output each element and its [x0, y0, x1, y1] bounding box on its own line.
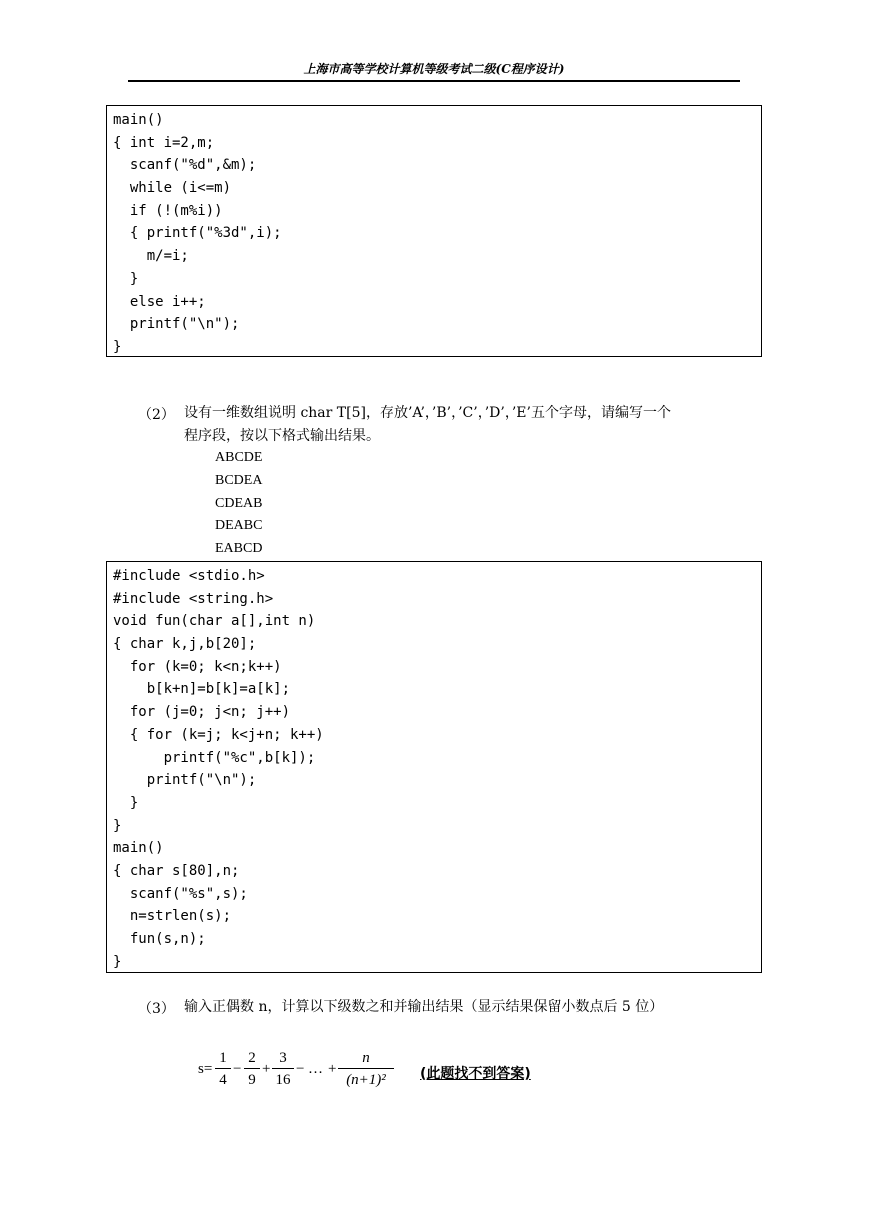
formula-fraction	[244, 1048, 260, 1089]
code-line: { char s[80],n;	[113, 862, 240, 879]
code-line: printf("%c",b[k]);	[113, 749, 316, 766]
code-line: scanf("%s",s);	[113, 885, 248, 902]
code-line: printf("\n");	[113, 316, 240, 333]
code-line: m/=i;	[113, 248, 189, 265]
formula-fraction	[215, 1048, 231, 1089]
question-2-number: （2）	[138, 407, 175, 423]
code-line: if (!(m%i))	[113, 202, 223, 219]
page-header-title: 上海市高等学校计算机等级考试二级(C程序设计)	[303, 62, 565, 76]
code-line: }	[113, 338, 122, 355]
fraction-numerator: 3	[279, 1050, 287, 1066]
output-line: CDEAB	[215, 496, 263, 511]
code-block-2	[106, 561, 762, 973]
fraction-denominator: 16	[275, 1072, 291, 1088]
question-2-text-line1: 设有一维数组说明 char T[5]，存放’A’，’B’，’C’，’D’，’E’五个字母，请编写一个	[184, 405, 671, 421]
formula-lhs: s=	[198, 1061, 213, 1077]
formula-fraction	[338, 1048, 394, 1089]
code-line: #include <string.h>	[113, 590, 274, 607]
code-line: n=strlen(s);	[113, 908, 232, 925]
code-line: { printf("%3d",i);	[113, 225, 282, 242]
code-line: #include <stdio.h>	[113, 568, 265, 584]
formula-ellipsis: …	[308, 1061, 323, 1077]
code-line: while (i<=m)	[113, 180, 232, 197]
code-line: main()	[113, 112, 164, 128]
code-line: b[k+n]=b[k]=a[k];	[113, 681, 291, 698]
question-3-text: 输入正偶数 n，计算以下级数之和并输出结果（显示结果保留小数点后 5 位）	[184, 999, 664, 1015]
code-line: }	[113, 953, 122, 970]
fraction-denominator: 4	[219, 1072, 227, 1088]
code-line: printf("\n");	[113, 772, 257, 789]
formula-operator: +	[328, 1061, 337, 1077]
answer-note: (此题找不到答案)	[420, 1066, 531, 1082]
output-line: BCDEA	[215, 473, 263, 488]
output-line: EABCD	[215, 541, 263, 556]
formula-operator: +	[262, 1061, 271, 1077]
formula-fraction	[272, 1048, 294, 1089]
code-line: void fun(char a[],int n)	[113, 613, 316, 630]
formula-operator: −	[233, 1061, 242, 1077]
code-line: }	[113, 270, 139, 287]
code-line: fun(s,n);	[113, 931, 206, 947]
code-line: }	[113, 794, 139, 811]
code-line: { int i=2,m;	[113, 134, 215, 151]
code-line: }	[113, 817, 122, 834]
code-line: main()	[113, 840, 164, 857]
output-line: ABCDE	[215, 450, 263, 465]
fraction-denominator: (n+1)²	[346, 1072, 386, 1088]
formula-operator: −	[296, 1061, 305, 1077]
code-line: for (k=0; k<n;k++)	[113, 658, 282, 675]
fraction-numerator: n	[362, 1050, 370, 1066]
code-line: scanf("%d",&m);	[113, 157, 257, 174]
code-line: else i++;	[113, 293, 206, 310]
code-block-1	[106, 105, 762, 357]
fraction-numerator: 2	[248, 1050, 256, 1066]
question-2-text-line2: 程序段，按以下格式输出结果。	[184, 428, 380, 444]
code-line: { for (k=j; k<j+n; k++)	[113, 726, 324, 743]
output-line: DEABC	[215, 518, 263, 533]
fraction-denominator: 9	[248, 1072, 256, 1088]
code-line: { char k,j,b[20];	[113, 636, 257, 653]
code-line: for (j=0; j<n; j++)	[113, 704, 291, 721]
question-3-number: （3）	[138, 1001, 175, 1017]
header-rule	[128, 80, 740, 82]
fraction-numerator: 1	[219, 1050, 227, 1066]
